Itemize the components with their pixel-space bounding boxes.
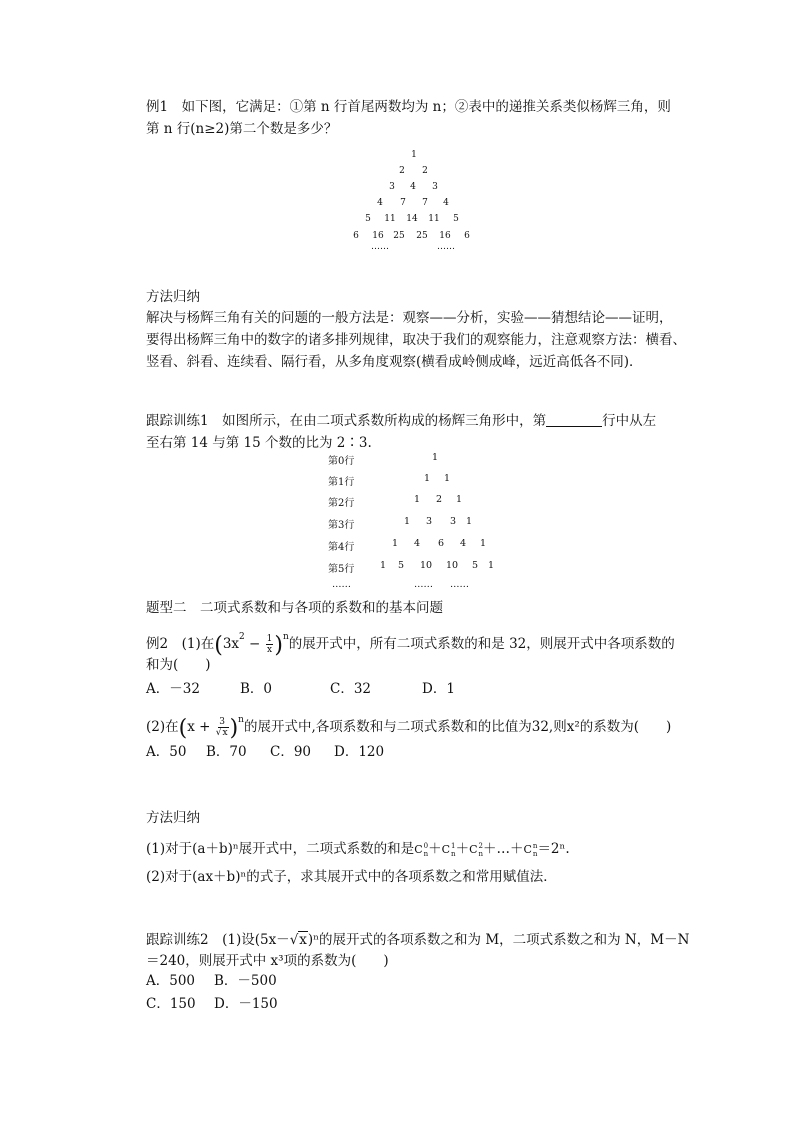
example1-line2: 第 n 行(n≥2)第二个数是多少？ [146, 121, 338, 137]
example2-p2-prefix: (2)在 [146, 719, 179, 735]
option-d[interactable]: D．－150 [214, 996, 278, 1012]
practice2-suffix: )ⁿ的展开式的各项系数之和为 M，二项式系数之和为 N，M－N [307, 932, 690, 948]
pascal-cell: 1 [432, 452, 439, 463]
method2-line1: (1)对于(a＋b)ⁿ展开式中，二项式系数的和是C 0 n ＋C 1 n ＋C 2 n ＋…＋C n n ＝2ⁿ. [146, 838, 570, 861]
method2-ellipsis: ＋…＋ [483, 841, 524, 857]
pascal-cell: 1 [488, 560, 495, 571]
close-paren: ) [229, 716, 239, 741]
option-d[interactable]: D．120 [334, 744, 385, 760]
row-label: 第0行 [328, 456, 355, 467]
practice2-prefix: 跟踪训练2 (1)设(5x－ [146, 932, 290, 948]
example2-part2-line1 [146, 709, 671, 740]
triangle-cell: 7 [400, 198, 406, 208]
pascal-ellipsis: …… [450, 579, 469, 590]
expr-minus: − [249, 636, 261, 652]
triangle-cell: 4 [410, 182, 416, 192]
binomial-c2: C 2 n [469, 842, 483, 858]
binomial-c0: C 0 n [414, 842, 429, 858]
option-c[interactable]: C．150 [146, 996, 196, 1012]
method1-line1: 解决与杨辉三角有关的问题的一般方法是：观察——分析，实验——猜想结论——证明， [146, 310, 673, 326]
pascal-cell: 1 [480, 538, 487, 549]
row-label: 第4行 [328, 542, 355, 553]
triangle-cell: 4 [377, 198, 383, 208]
expr-power-n: n [282, 632, 289, 642]
pascal-cell: 1 [392, 538, 399, 549]
triangle-cell: 2 [422, 166, 428, 176]
triangle-cell: 11 [428, 214, 440, 224]
triangle-cell: 5 [365, 214, 371, 224]
method1-line3: 竖看、斜看、连续看、隔行看，从多角度观察(横看成岭侧成峰，远近高低各不同)． [146, 354, 643, 370]
fraction-numerator: 1 [266, 634, 273, 644]
row-label: 第3行 [328, 520, 355, 531]
option-c[interactable]: C．32 [330, 681, 372, 697]
pascal-cell: 5 [398, 560, 405, 571]
option-a[interactable]: A．50 [146, 744, 187, 760]
method2-heading: 方法归纳 [146, 810, 200, 826]
triangle-ellipsis: …… [371, 242, 389, 252]
option-a[interactable]: A．－32 [146, 681, 200, 697]
practice2-options-row2 [146, 993, 278, 1015]
option-b[interactable]: B．70 [206, 744, 247, 760]
triangle-cell: 7 [422, 198, 428, 208]
pascal-cell: 1 [404, 516, 411, 527]
pascal-cell: 1 [424, 473, 431, 484]
triangle-cell: 5 [453, 214, 459, 224]
method2-line1-prefix: (1)对于(a＋b)ⁿ展开式中，二项式系数的和是 [146, 841, 415, 857]
triangle-cell: 3 [432, 182, 438, 192]
fraction [266, 634, 274, 655]
expr-base: x + [187, 719, 211, 735]
practice2-line2: ＝240，则展开式中 x³项的系数为( ) [146, 953, 389, 969]
option-a[interactable]: A．500 [146, 973, 196, 989]
pascal-cell: 4 [460, 538, 467, 549]
pascal-cell: 10 [420, 560, 433, 571]
triangle-cell: 16 [439, 231, 451, 241]
pascal-cell: 1 [380, 560, 387, 571]
row-label: 第5行 [328, 564, 355, 575]
fraction [216, 717, 229, 738]
triangle-cell: 6 [464, 231, 470, 241]
triangle-cell: 6 [353, 231, 359, 241]
pascal-cell: 6 [438, 538, 445, 549]
method2-line1-result: ＝2ⁿ. [537, 841, 570, 857]
expr-exponent: 2 [239, 632, 245, 642]
practice2-line1 [146, 929, 689, 951]
pascal-cell: 2 [436, 494, 443, 505]
triangle-cell: 4 [443, 198, 449, 208]
method1-heading: 方法归纳 [146, 289, 200, 305]
open-paren: ( [214, 633, 223, 658]
fraction-denominator: √x [215, 728, 228, 738]
pascal-cell: 1 [456, 494, 463, 505]
row-label: 第1行 [328, 477, 355, 488]
method1-line2: 要得出杨辉三角中的数字的诸多排列规律，取决于我们的观察能力，注意观察方法：横看、 [146, 332, 686, 348]
pascal-cell: 1 [414, 494, 421, 505]
triangle-cell: 2 [399, 166, 405, 176]
practice2-options-row1 [146, 970, 277, 992]
practice1-line2: 至右第 14 与第 15 个数的比为 2∶3. [146, 435, 372, 451]
practice1-text-b: 行中从左 [602, 413, 657, 429]
practice1-text-a: 跟踪训练1 如图所示，在由二项式系数所构成的杨辉三角形中，第 [146, 413, 547, 429]
sqrt-symbol: √ [289, 932, 299, 948]
triangle-cell: 16 [372, 231, 384, 241]
method2-line2: (2)对于(ax＋b)ⁿ的式子，求其展开式中的各项系数之和常用赋值法． [146, 869, 557, 885]
option-b[interactable]: B．－500 [214, 973, 277, 989]
binomial-cn: C n n [523, 842, 538, 858]
example2-part1-options [146, 678, 455, 700]
pascal-cell: 3 [450, 516, 457, 527]
triangle-cell: 3 [389, 182, 395, 192]
type2-heading: 题型二 二项式系数和与各项的系数和的基本问题 [146, 600, 443, 616]
triangle-cell: 11 [384, 214, 396, 224]
example2-p2-suffix: 的展开式中,各项系数和与二项式系数和的比值为32,则x²的系数为( ) [243, 719, 672, 735]
pascal-cell: 10 [446, 560, 459, 571]
sqrt-radicand: x [299, 932, 307, 948]
pascal-cell: 4 [414, 538, 421, 549]
expr-power-n: n [238, 715, 244, 725]
triangle-cell: 25 [416, 231, 428, 241]
pascal-cell: 3 [426, 516, 433, 527]
triangle-ellipsis: …… [437, 242, 455, 252]
triangle-cell: 1 [411, 150, 417, 160]
option-c[interactable]: C．90 [270, 744, 312, 760]
triangle-cell: 25 [393, 231, 405, 241]
triangle-cell: 14 [406, 214, 418, 224]
pascal-ellipsis: …… [414, 579, 433, 590]
example2-p1-prefix: 例2 (1)在 [146, 636, 215, 652]
example2-p1-suffix: 的展开式中，所有二项式系数的和是 32，则展开式中各项系数的 [288, 636, 675, 652]
example2-part1-line2: 和为( ) [146, 657, 211, 673]
pascal-cell: 1 [444, 473, 451, 484]
example2-part2-options [146, 741, 384, 763]
pascal-ellipsis: …… [332, 579, 351, 590]
option-d[interactable]: D．1 [422, 681, 455, 697]
example1-line1: 例1 如下图，它满足：①第 n 行首尾两数均为 n；②表中的递推关系类似杨辉三角，则 [146, 99, 671, 115]
pascal-cell: 1 [466, 516, 473, 527]
close-paren: ) [274, 633, 283, 658]
option-b[interactable]: B．0 [240, 681, 273, 697]
row-label: 第2行 [328, 498, 355, 509]
pascal-cell: 5 [472, 560, 479, 571]
example2-part1-line1 [146, 626, 675, 657]
fraction-numerator: 3 [219, 717, 226, 727]
fraction-denominator: x [266, 645, 273, 655]
open-paren: ( [178, 716, 188, 741]
binomial-c1: C 1 n [441, 842, 456, 858]
expr-base: 3x [222, 636, 240, 652]
